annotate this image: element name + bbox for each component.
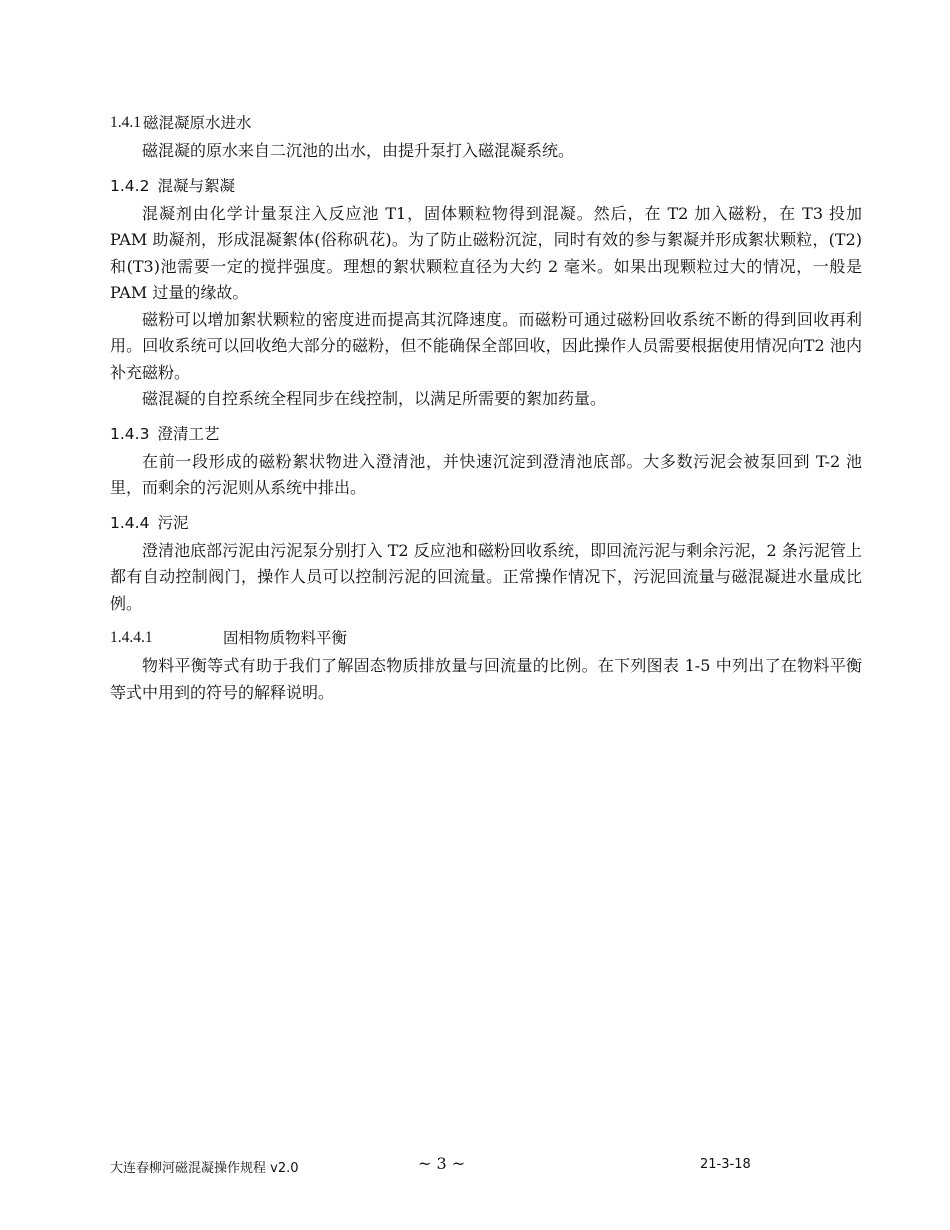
paragraph: 在前一段形成的磁粉絮状物进入澄清池，并快速沉淀到澄清池底部。大多数污泥会被泵回到 T-2 池里，而剩余的污泥则从系统中排出。 (110, 451, 862, 497)
section-number: 1.4.1 (110, 114, 141, 131)
paragraph: 磁粉可以增加絮状颗粒的密度进而提高其沉降速度。而磁粉可通过磁粉回收系统不断的得到回收再利用。回收系统可以回收绝大部分的磁粉，但不能确保全部回收，因此操作人员需要根据使用情况向T2 池内补充磁粉。 (110, 309, 862, 382)
section-heading-1-4-1 (110, 108, 862, 138)
footer-date: 21-3-18 (700, 1157, 751, 1172)
section-number: 1.4.4 (110, 513, 150, 532)
section-title: 污泥 (157, 513, 189, 532)
section-heading-1-4-4 (110, 508, 862, 538)
page-body (110, 108, 862, 706)
section-heading-1-4-2 (110, 171, 862, 201)
paragraph: 混凝剂由化学计量泵注入反应池 T1，固体颗粒物得到混凝。然后，在 T2 加入磁粉，在 T3 投加 PAM 助凝剂，形成混凝絮体(俗称矾花)。为了防止磁粉沉淀，同时有效的参与絮凝并形成絮状颗粒，(T2)和(T3)池需要一定的搅拌强度。理想的絮状颗粒直径为大约 2 毫米。如果出现颗粒过大的情况，一般是 PAM 过量的缘故。 (110, 203, 862, 302)
section-title: 固相物质物料平衡 (223, 629, 348, 647)
footer-doc-title: 大连春柳河磁混凝操作规程 v2.0 (110, 1161, 299, 1176)
paragraph: 物料平衡等式有助于我们了解固态物质排放量与回流量的比例。在下列图表 1-5 中列出了在物料平衡等式中用到的符号的解释说明。 (110, 656, 862, 702)
paragraph: 磁混凝的自控系统全程同步在线控制，以满足所需要的絮加药量。 (142, 389, 607, 408)
section-number: 1.4.3 (110, 424, 150, 443)
paragraph: 磁混凝的原水来自二沉池的出水，由提升泵打入磁混凝系统。 (142, 141, 575, 160)
section-title: 磁混凝原水进水 (143, 114, 252, 132)
section-heading-1-4-3 (110, 419, 862, 449)
section-title: 澄清工艺 (157, 424, 220, 443)
section-number: 1.4.4.1 (110, 629, 153, 646)
page-footer (110, 1154, 790, 1177)
section-title: 混凝与絮凝 (157, 176, 235, 195)
section-number: 1.4.2 (110, 176, 150, 195)
page-number: ~ 3 ~ (418, 1154, 466, 1173)
paragraph: 澄清池底部污泥由污泥泵分别打入 T2 反应池和磁粉回收系统，即回流污泥与剩余污泥，2 条污泥管上都有自动控制阀门，操作人员可以控制污泥的回流量。正常操作情况下，污泥回流量与磁混凝进水量成比例。 (110, 540, 862, 613)
section-heading-1-4-4-1 (110, 623, 862, 653)
